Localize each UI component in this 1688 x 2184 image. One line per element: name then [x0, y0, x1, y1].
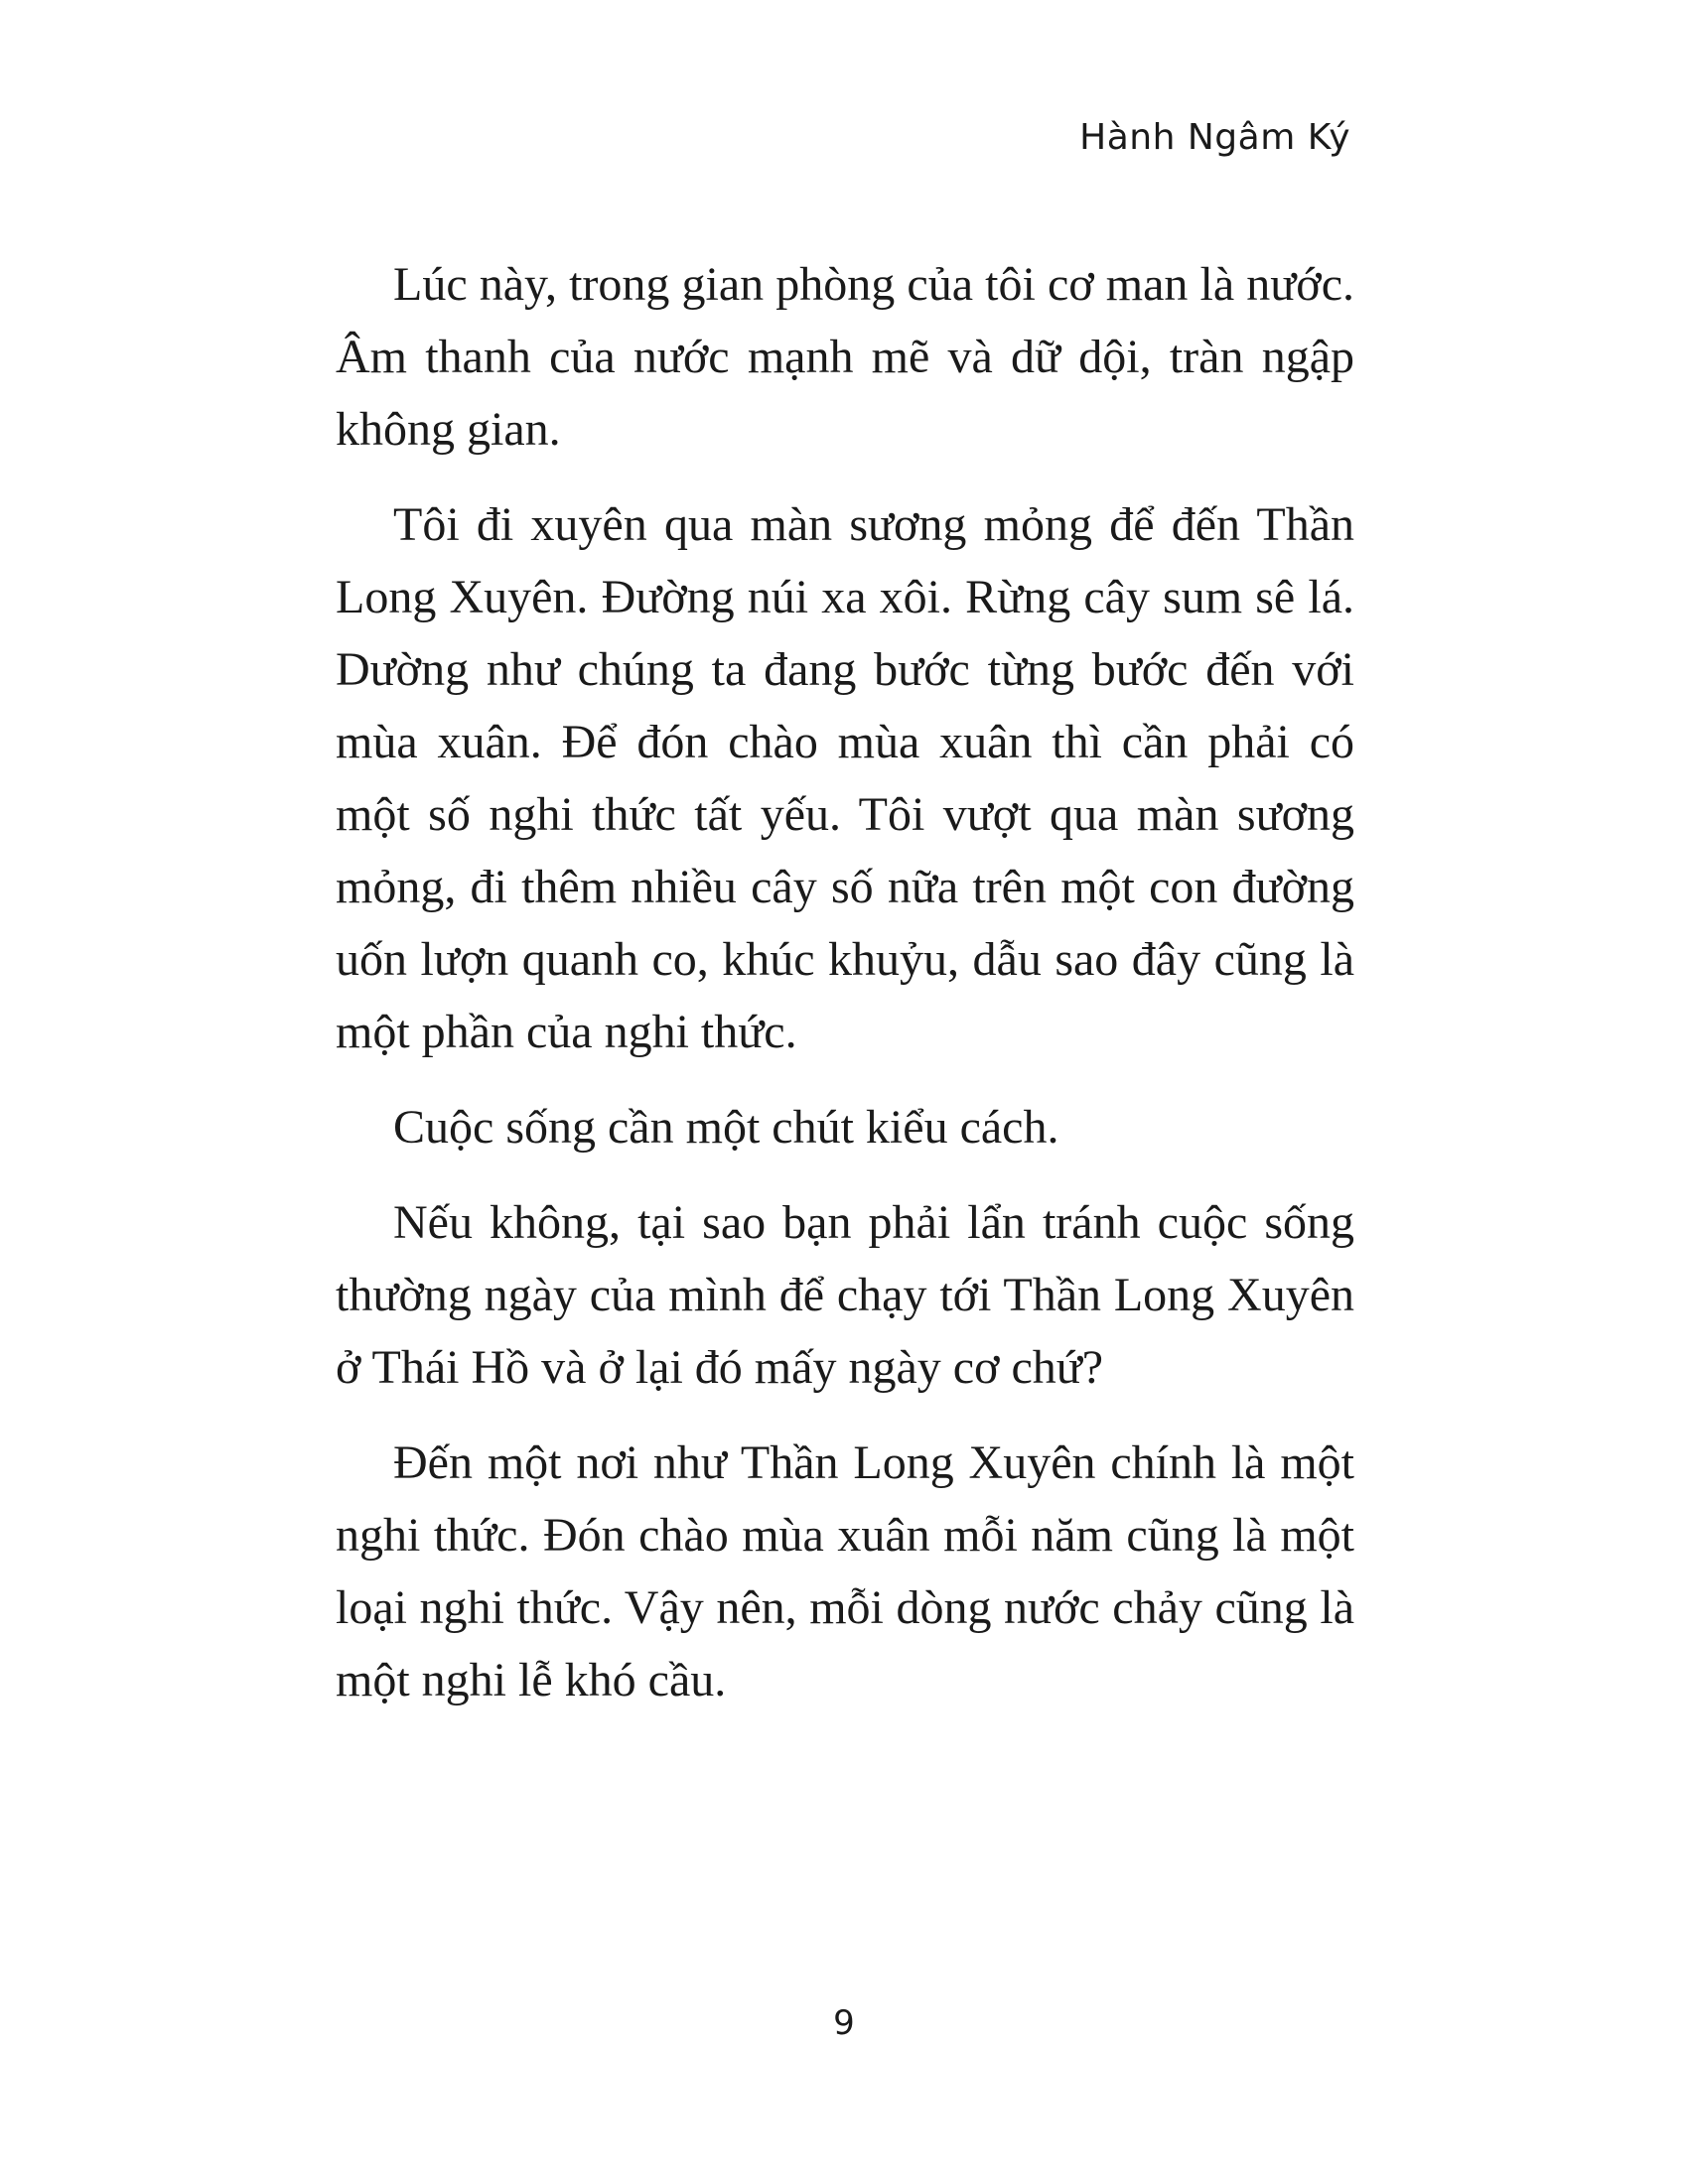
paragraph: Đến một nơi như Thần Long Xuyên chính là một nghi thức. Đón chào mùa xuân mỗi năm cũng là một loại nghi thức. Vậy nên, mỗi dòng nước chảy cũng là một nghi lễ khó cầu.: [336, 1436, 1354, 1706]
running-header: Hành Ngâm Ký: [1079, 117, 1350, 158]
paragraph: Tôi đi xuyên qua màn sương mỏng để đến Thần Long Xuyên. Đường núi xa xôi. Rừng cây sum sê lá. Dường như chúng ta đang bước từng bước đến với mùa xuân. Để đón chào mùa xuân thì cần phải có một số nghi thức tất yếu. Tôi vượt qua màn sương mỏng, đi thêm nhiều cây số nữa trên một con đường uốn lượn quanh co, khúc khuỷu, dẫu sao đây cũng là một phần của nghi thức.: [336, 498, 1354, 1058]
paragraph: Cuộc sống cần một chút kiểu cách.: [393, 1101, 1059, 1154]
paragraph: Lúc này, trong gian phòng của tôi cơ man là nước. Âm thanh của nước mạnh mẽ và dữ dội, tràn ngập không gian.: [336, 258, 1354, 456]
page-number: 9: [833, 2003, 855, 2043]
body-text: [336, 248, 1354, 1739]
paragraph: Nếu không, tại sao bạn phải lẩn tránh cuộc sống thường ngày của mình để chạy tới Thần Long Xuyên ở Thái Hồ và ở lại đó mấy ngày cơ chứ?: [336, 1196, 1354, 1394]
